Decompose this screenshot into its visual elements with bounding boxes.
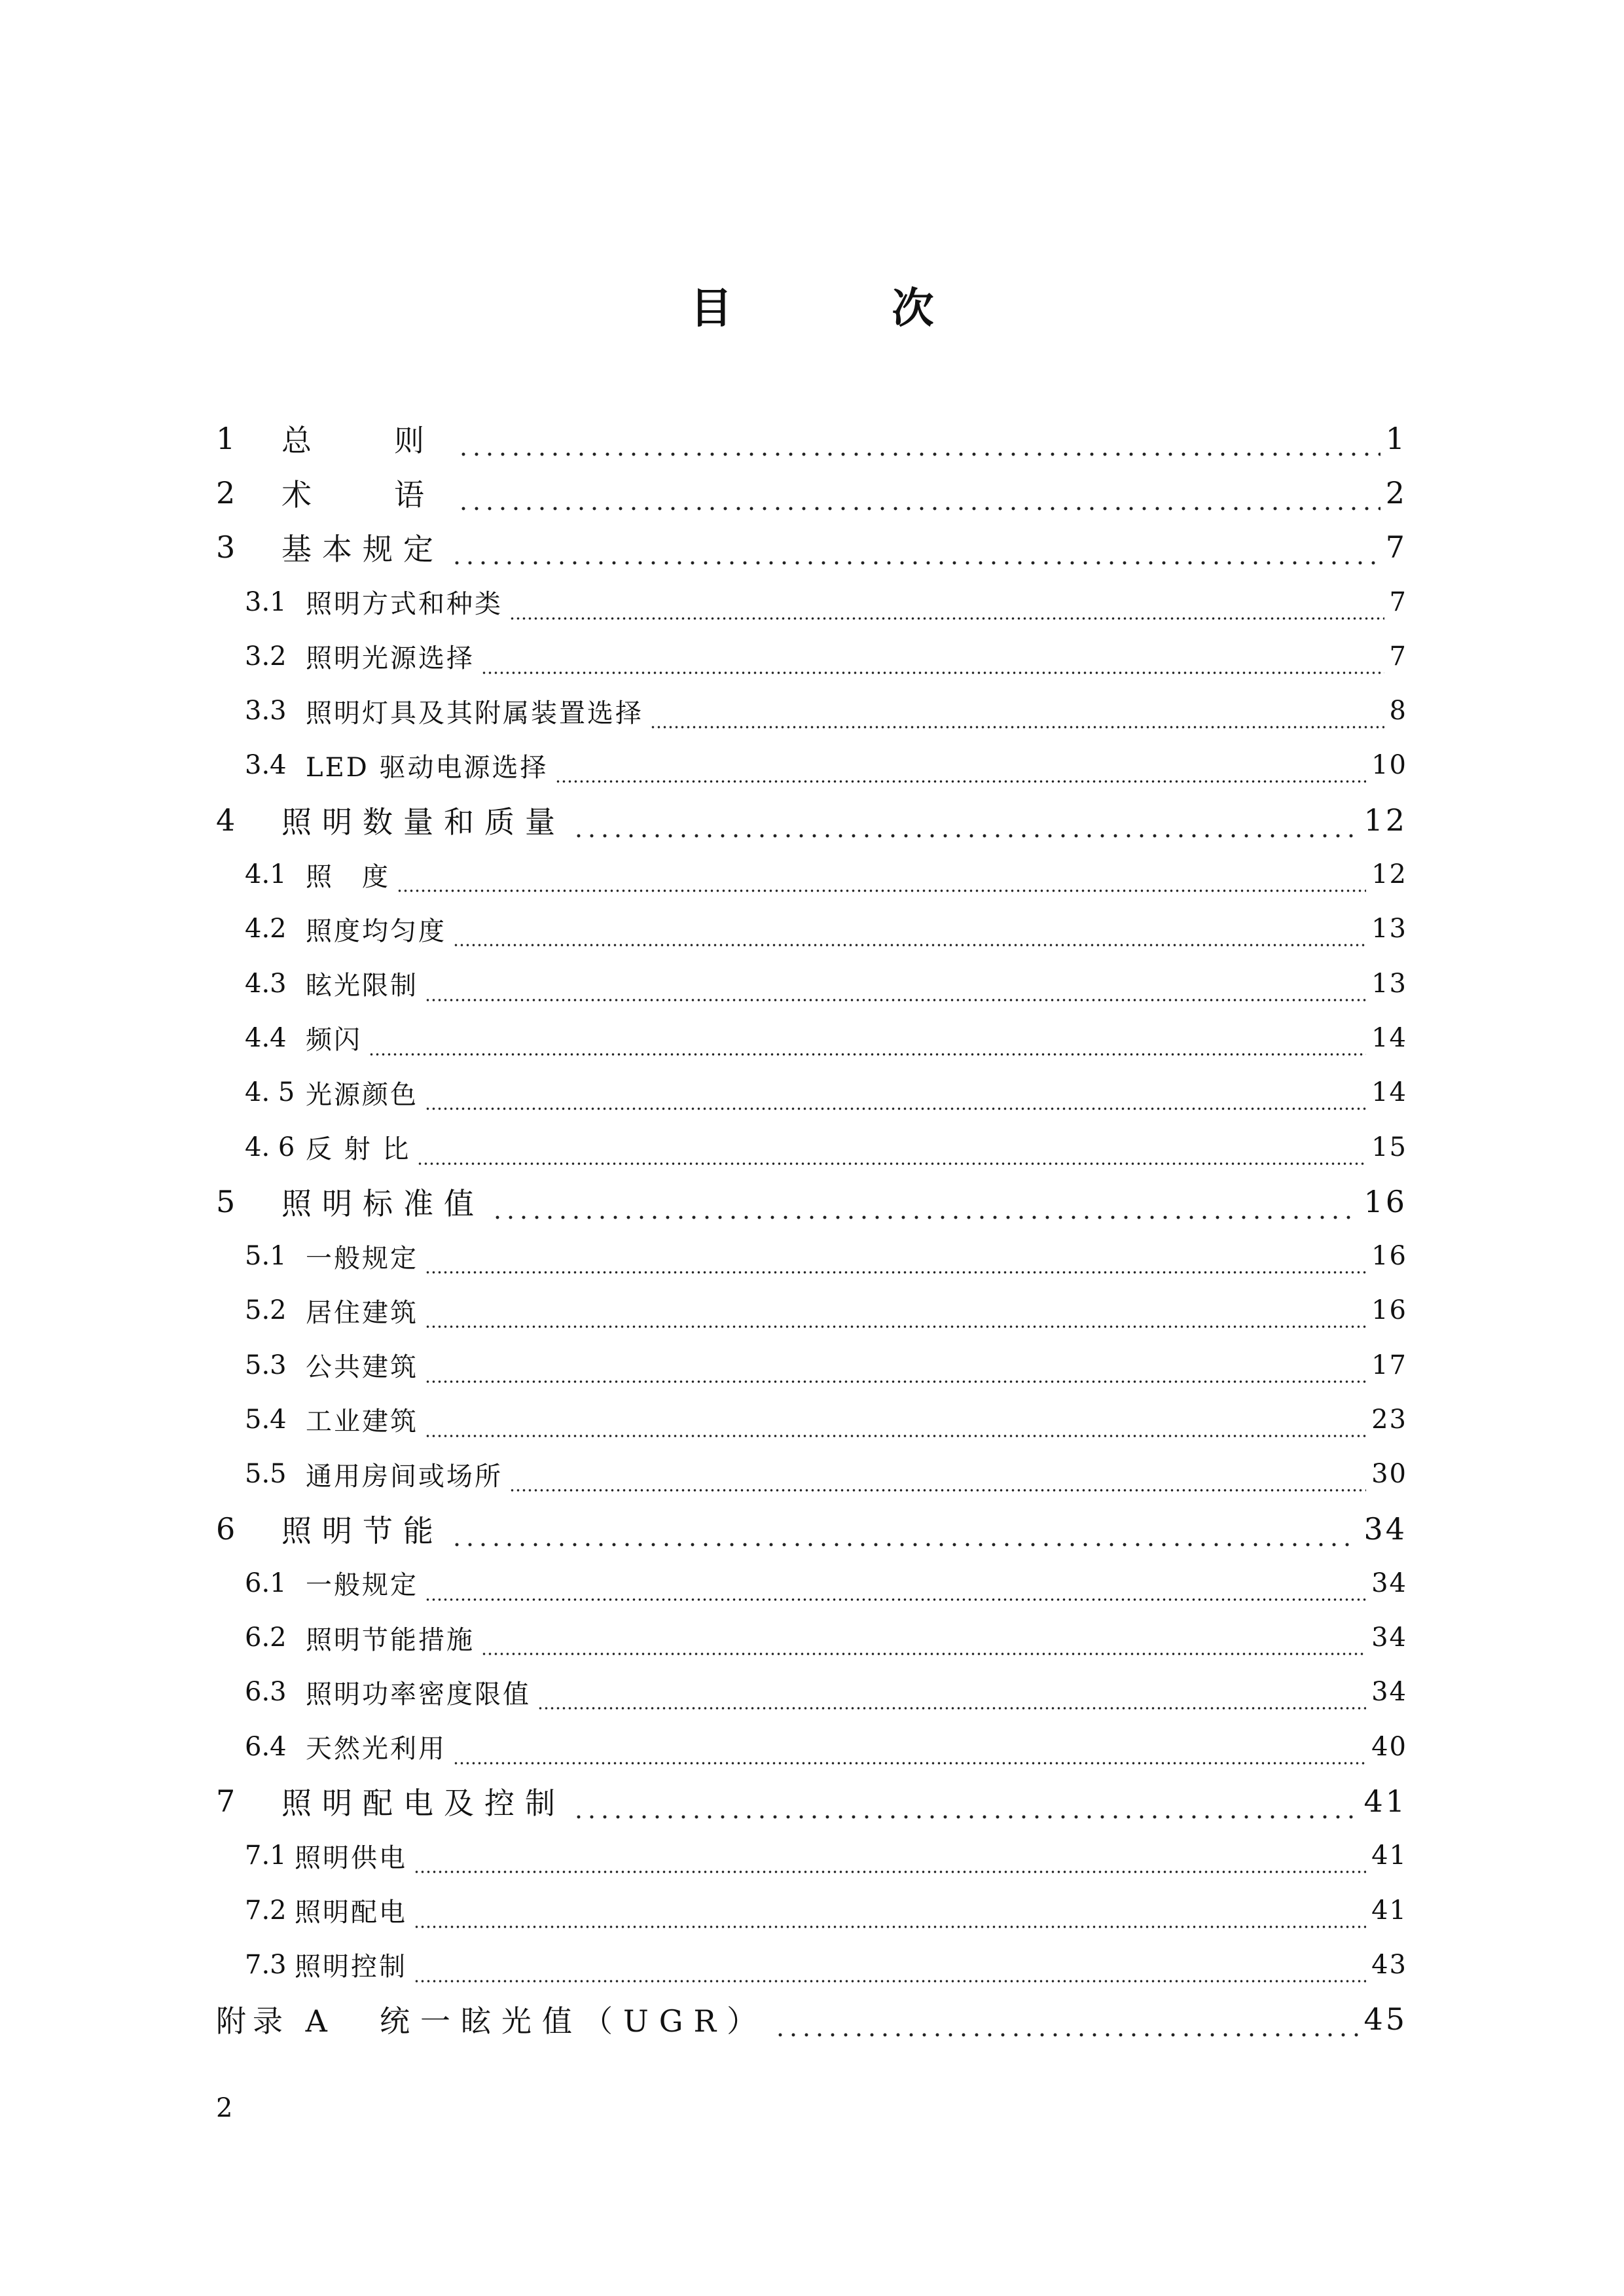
toc-entry-title: 频闪 [306, 1025, 362, 1056]
toc-entry-title: 工业建筑 [306, 1407, 418, 1437]
toc-chapter-entry[interactable] [216, 1501, 1407, 1556]
toc-entry-title: 照明灯具及其附属装置选择 [306, 698, 643, 728]
toc-chapter-entry[interactable] [216, 1174, 1407, 1229]
toc-section-entry[interactable] [216, 1556, 1407, 1610]
toc-dot-leader [414, 1848, 1366, 1874]
toc-dot-leader [417, 1140, 1366, 1166]
toc-entry-title: LED 驱动电源选择 [306, 752, 549, 783]
toc-entry-title: 照明供电 [295, 1842, 407, 1873]
toc-entry-title: 通用房间或场所 [306, 1461, 503, 1492]
toc-dot-leader [450, 540, 1380, 566]
toc-chapter-entry[interactable] [216, 793, 1407, 847]
toc-entry-title: 照明光源选择 [306, 643, 475, 674]
toc-entry-number: 6.4 [245, 1731, 287, 1762]
toc-entry-number: 4. 6 [245, 1132, 295, 1162]
toc-section-entry[interactable] [216, 1229, 1407, 1283]
toc-section-entry[interactable] [216, 956, 1407, 1011]
toc-entry-title: 统一眩光值（UGR） [380, 2003, 768, 2039]
toc-entry-page: 12 [1363, 802, 1407, 838]
toc-entry-page: 43 [1371, 1949, 1407, 1980]
toc-entry-number: 5.5 [245, 1459, 287, 1490]
toc-entry-number: 3.4 [245, 750, 287, 781]
toc-entry-number: 4.2 [245, 914, 287, 944]
toc-dot-leader [572, 813, 1358, 839]
toc-entry-title: 总 则 [281, 422, 450, 458]
toc-dot-leader [397, 867, 1366, 893]
toc-entry-number: 5.1 [245, 1241, 287, 1272]
toc-entry-number: 4.3 [245, 968, 287, 999]
toc-chapter-entry[interactable] [216, 411, 1407, 465]
toc-entry-page: 23 [1371, 1404, 1407, 1435]
toc-dot-leader [425, 1249, 1366, 1275]
toc-section-entry[interactable] [216, 683, 1407, 738]
toc-entry-number: 6.3 [245, 1677, 287, 1708]
toc-entry-title: 照明节能 [281, 1513, 444, 1549]
toc-dot-leader [450, 1522, 1358, 1548]
toc-dot-leader [509, 1467, 1366, 1493]
toc-entry-number: 3.3 [245, 696, 287, 726]
toc-entry-page: 7 [1389, 641, 1407, 672]
toc-entry-page: 14 [1371, 1022, 1407, 1053]
toc-entry-title: 照明方式和种类 [306, 589, 503, 620]
toc-entry-page: 34 [1371, 1568, 1407, 1598]
toc-entry-page: 10 [1371, 750, 1407, 781]
toc-entry-number: 5.2 [245, 1295, 287, 1326]
toc-dot-leader [425, 977, 1366, 1003]
toc-entry-number: 7.2 [245, 1895, 287, 1926]
toc-entry-title: 照度均匀度 [306, 916, 446, 946]
page-title: 目 次 [690, 284, 993, 333]
toc-entry-page: 16 [1371, 1295, 1407, 1326]
toc-entry-title: 反 射 比 [306, 1134, 411, 1164]
toc-entry-page: 17 [1371, 1350, 1407, 1380]
toc-entry-title: 光源颜色 [306, 1079, 418, 1110]
toc-section-entry[interactable] [216, 1011, 1407, 1065]
toc-entry-number: 5.4 [245, 1404, 287, 1435]
toc-entry-page: 1 [1385, 420, 1407, 456]
toc-entry-number: 2 [216, 475, 242, 511]
page-number: 2 [216, 2093, 233, 2123]
toc-section-entry[interactable] [216, 1719, 1407, 1774]
toc-section-entry[interactable] [216, 1665, 1407, 1719]
toc-section-entry[interactable] [216, 1392, 1407, 1446]
toc-section-entry[interactable] [216, 1283, 1407, 1338]
table-of-contents [216, 411, 1407, 2047]
toc-entry-title: 照明控制 [295, 1952, 407, 1982]
toc-chapter-entry[interactable] [216, 1774, 1407, 1828]
toc-section-entry[interactable] [216, 1829, 1407, 1883]
toc-entry-page: 15 [1371, 1132, 1407, 1162]
toc-chapter-entry[interactable] [216, 520, 1407, 575]
toc-entry-title: 一般规定 [306, 1570, 418, 1601]
toc-entry-number: 5 [216, 1183, 242, 1219]
toc-entry-page: 45 [1363, 2001, 1407, 2037]
toc-dot-leader [774, 2012, 1358, 2038]
toc-dot-leader [414, 1958, 1366, 1984]
toc-entry-page: 13 [1371, 914, 1407, 944]
toc-entry-title: 基本规定 [281, 531, 444, 567]
toc-entry-page: 41 [1371, 1840, 1407, 1871]
toc-entry-number: 4. 5 [245, 1077, 295, 1108]
toc-entry-title: 公共建筑 [306, 1352, 418, 1383]
toc-entry-page: 2 [1385, 475, 1407, 511]
toc-entry-number: 5.3 [245, 1350, 287, 1380]
toc-entry-title: 一般规定 [306, 1243, 418, 1274]
toc-dot-leader [414, 1903, 1366, 1929]
toc-entry-page: 41 [1363, 1784, 1407, 1820]
toc-dot-leader [453, 1740, 1366, 1766]
toc-entry-title: 照明标准值 [281, 1185, 484, 1221]
toc-dot-leader [481, 1630, 1366, 1657]
toc-dot-leader [491, 1194, 1358, 1221]
toc-section-entry[interactable] [216, 1338, 1407, 1392]
toc-dot-leader [481, 649, 1384, 675]
toc-entry-number: 3.2 [245, 641, 287, 672]
toc-entry-title: 照明节能措施 [306, 1624, 475, 1655]
toc-entry-page: 12 [1371, 859, 1407, 890]
toc-dot-leader [509, 595, 1384, 621]
toc-dot-leader [650, 704, 1384, 730]
toc-dot-leader [453, 922, 1366, 948]
toc-entry-page: 30 [1371, 1459, 1407, 1490]
toc-entry-number: 7.3 [245, 1949, 287, 1980]
toc-entry-number: 7 [216, 1784, 242, 1820]
toc-entry-title: 照明配电 [295, 1897, 407, 1928]
toc-dot-leader [555, 758, 1367, 784]
toc-dot-leader [425, 1358, 1366, 1384]
toc-entry-page: 13 [1371, 968, 1407, 999]
toc-entry-page: 8 [1389, 696, 1407, 726]
toc-entry-page: 7 [1389, 586, 1407, 617]
toc-dot-leader [425, 1576, 1366, 1602]
toc-dot-leader [537, 1685, 1366, 1711]
toc-entry-page: 34 [1363, 1511, 1407, 1547]
toc-entry-title: 照明配电及控制 [281, 1785, 566, 1821]
toc-entry-title: 眩光限制 [306, 971, 418, 1001]
toc-chapter-entry[interactable] [216, 1992, 1407, 2047]
toc-entry-title: 天然光利用 [306, 1734, 446, 1765]
toc-dot-leader [425, 1412, 1366, 1439]
toc-section-entry[interactable] [216, 575, 1407, 629]
toc-entry-number: 附录 A [216, 2003, 334, 2039]
toc-chapter-entry[interactable] [216, 465, 1407, 520]
toc-entry-title: 居住建筑 [306, 1297, 418, 1328]
toc-entry-number: 3.1 [245, 586, 287, 617]
toc-section-entry[interactable] [216, 1937, 1407, 1992]
toc-section-entry[interactable] [216, 847, 1407, 901]
toc-section-entry[interactable] [216, 1883, 1407, 1937]
toc-entry-page: 41 [1371, 1895, 1407, 1926]
toc-entry-title: 照 度 [306, 861, 390, 892]
toc-entry-number: 4.4 [245, 1022, 287, 1053]
toc-dot-leader [572, 1794, 1358, 1820]
toc-entry-number: 1 [216, 420, 242, 456]
toc-entry-page: 7 [1385, 529, 1407, 565]
toc-section-entry[interactable] [216, 1120, 1407, 1174]
toc-section-entry[interactable] [216, 1447, 1407, 1501]
toc-dot-leader [457, 431, 1380, 457]
toc-entry-title: 照明功率密度限值 [306, 1679, 531, 1710]
toc-entry-number: 4 [216, 802, 242, 838]
toc-entry-page: 16 [1363, 1183, 1407, 1219]
toc-entry-number: 6.2 [245, 1623, 287, 1653]
toc-dot-leader [425, 1303, 1366, 1329]
toc-section-entry[interactable] [216, 1611, 1407, 1665]
toc-entry-number: 6.1 [245, 1568, 287, 1598]
toc-entry-number: 4.1 [245, 859, 287, 890]
toc-entry-number: 7.1 [245, 1840, 287, 1871]
toc-entry-page: 14 [1371, 1077, 1407, 1108]
toc-entry-page: 34 [1371, 1623, 1407, 1653]
toc-dot-leader [425, 1085, 1366, 1111]
toc-dot-leader [457, 486, 1380, 512]
toc-entry-page: 16 [1371, 1241, 1407, 1272]
toc-entry-number: 3 [216, 529, 242, 565]
toc-entry-number: 6 [216, 1511, 242, 1547]
toc-section-entry[interactable] [216, 738, 1407, 793]
toc-section-entry[interactable] [216, 902, 1407, 956]
toc-dot-leader [369, 1031, 1366, 1057]
toc-entry-title: 照明数量和质量 [281, 804, 566, 840]
toc-entry-page: 40 [1371, 1731, 1407, 1762]
toc-entry-title: 术 语 [281, 476, 450, 512]
toc-section-entry[interactable] [216, 1066, 1407, 1120]
toc-entry-page: 34 [1371, 1677, 1407, 1708]
toc-section-entry[interactable] [216, 629, 1407, 683]
